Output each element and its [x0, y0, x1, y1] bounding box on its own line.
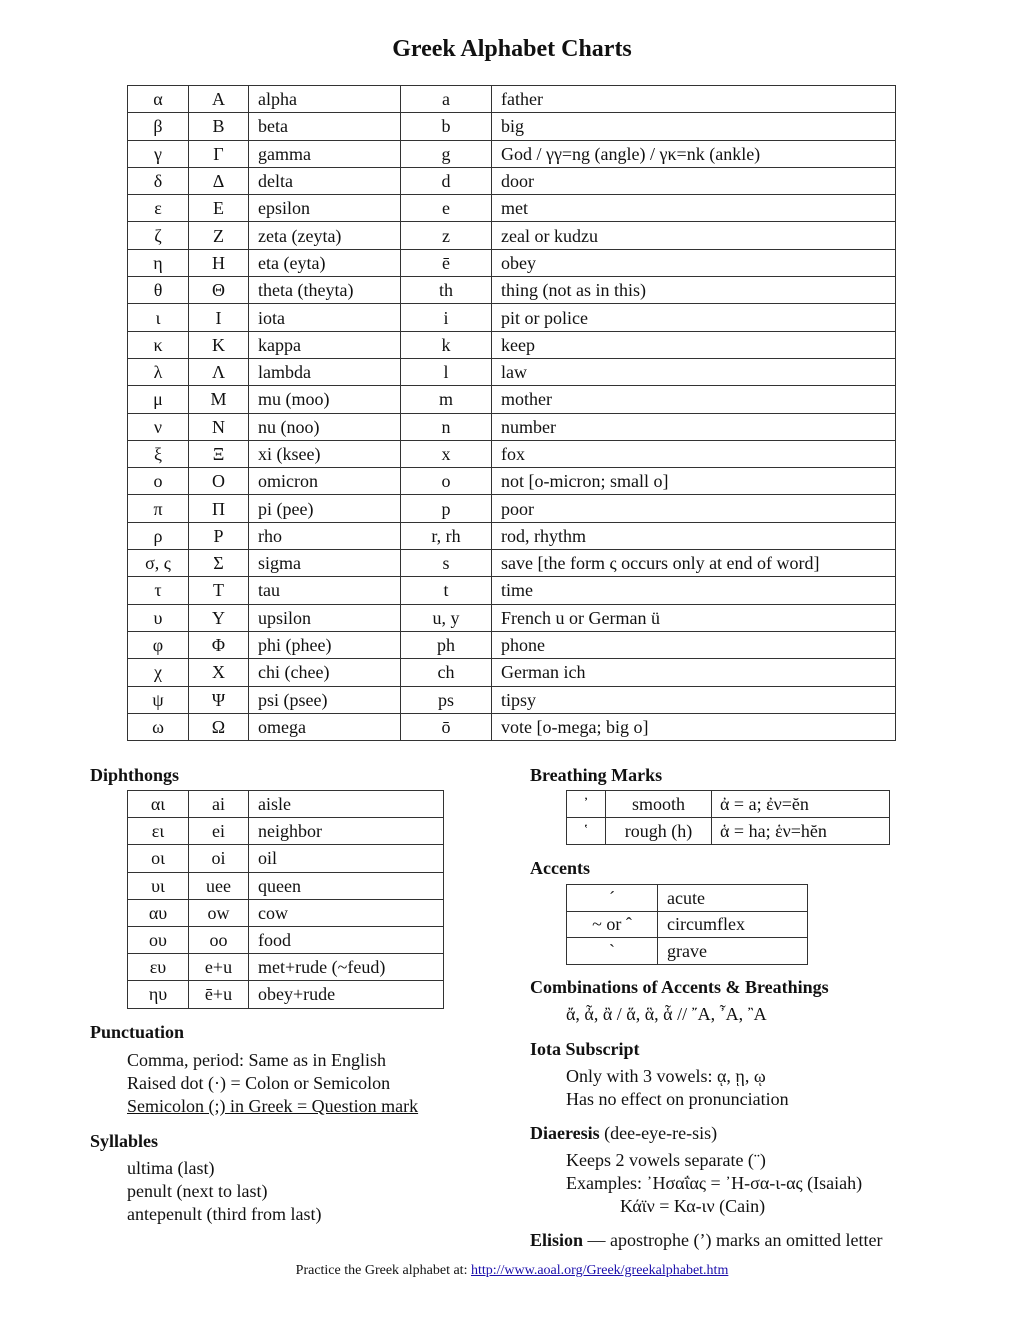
- pronunciation: door: [492, 167, 896, 194]
- lowercase-letter: σ, ς: [128, 550, 189, 577]
- letter-name: omega: [249, 713, 401, 740]
- lowercase-letter: λ: [128, 358, 189, 385]
- iota-line: Has no effect on pronunciation: [566, 1089, 789, 1109]
- table-row: [128, 845, 444, 872]
- table-row: [128, 818, 444, 845]
- table-row: [128, 659, 896, 686]
- elision-row: [530, 1230, 882, 1251]
- pronunciation: law: [492, 358, 896, 385]
- breathing-name: smooth: [606, 791, 712, 818]
- pronunciation: aisle: [249, 791, 444, 818]
- syllables-heading: Syllables: [90, 1131, 159, 1151]
- uppercase-letter: Η: [189, 249, 249, 276]
- punctuation-line: Comma, period: Same as in English: [127, 1050, 386, 1070]
- letter-name: kappa: [249, 331, 401, 358]
- table-row: [128, 304, 896, 331]
- table-row: [128, 195, 896, 222]
- diaeresis-heading: Diaeresis: [530, 1123, 600, 1143]
- pronunciation: vote [o-mega; big o]: [492, 713, 896, 740]
- table-row: [128, 713, 896, 740]
- letter-name: pi (pee): [249, 495, 401, 522]
- table-row: [128, 981, 444, 1008]
- lowercase-letter: γ: [128, 140, 189, 167]
- letter-name: iota: [249, 304, 401, 331]
- letter-name: xi (ksee): [249, 440, 401, 467]
- transliteration: t: [401, 577, 492, 604]
- table-row: [128, 413, 896, 440]
- pronunciation: zeal or kudzu: [492, 222, 896, 249]
- footer-text: Practice the Greek alphabet at:: [295, 1263, 468, 1278]
- diphthong: ου: [128, 926, 189, 953]
- transliteration: ph: [401, 631, 492, 658]
- diaeresis-line: Κάϊν = Κα-ιν (Cain): [620, 1196, 766, 1216]
- breathing-mark: ᾿: [567, 791, 606, 818]
- pronunciation: thing (not as in this): [492, 277, 896, 304]
- pronunciation: rod, rhythm: [492, 522, 896, 549]
- letter-name: omicron: [249, 468, 401, 495]
- footer: [0, 1263, 1024, 1279]
- lowercase-letter: κ: [128, 331, 189, 358]
- pronunciation: number: [492, 413, 896, 440]
- table-row: [128, 468, 896, 495]
- combinations-line: ἄ, ἆ, ἂ / ἅ, ἃ, ἇ // ῎Α, ῏Α, ῍Α: [566, 1004, 767, 1024]
- uppercase-letter: Ε: [189, 195, 249, 222]
- pronunciation: keep: [492, 331, 896, 358]
- lowercase-letter: ο: [128, 468, 189, 495]
- letter-name: nu (noo): [249, 413, 401, 440]
- pronunciation: obey: [492, 249, 896, 276]
- elision-heading: Elision: [530, 1230, 584, 1250]
- syllables-line: ultima (last): [127, 1158, 215, 1178]
- letter-name: upsilon: [249, 604, 401, 631]
- transliteration: n: [401, 413, 492, 440]
- table-row: [128, 167, 896, 194]
- table-row: [128, 926, 444, 953]
- transliteration: i: [401, 304, 492, 331]
- pronunciation: food: [249, 926, 444, 953]
- page-title: Greek Alphabet Charts: [392, 36, 632, 62]
- lowercase-letter: μ: [128, 386, 189, 413]
- uppercase-letter: Δ: [189, 167, 249, 194]
- transliteration: o: [401, 468, 492, 495]
- accent-mark: ~ or ˆ: [567, 911, 658, 938]
- diphthongs-table: [127, 790, 444, 1009]
- accent-name: grave: [658, 938, 808, 965]
- uppercase-letter: Ζ: [189, 222, 249, 249]
- table-row: [128, 522, 896, 549]
- transliteration: ps: [401, 686, 492, 713]
- table-row: [567, 911, 808, 938]
- transliteration: ei: [189, 818, 249, 845]
- uppercase-letter: Ι: [189, 304, 249, 331]
- table-row: [128, 872, 444, 899]
- table-row: [567, 791, 890, 818]
- pronunciation: save [the form ς occurs only at end of word]: [492, 550, 896, 577]
- pronunciation: oil: [249, 845, 444, 872]
- uppercase-letter: Τ: [189, 577, 249, 604]
- table-row: [567, 885, 808, 912]
- lowercase-letter: ξ: [128, 440, 189, 467]
- transliteration: x: [401, 440, 492, 467]
- pronunciation: big: [492, 113, 896, 140]
- diphthong: οι: [128, 845, 189, 872]
- transliteration: oi: [189, 845, 249, 872]
- table-row: [128, 631, 896, 658]
- transliteration: e+u: [189, 954, 249, 981]
- transliteration: a: [401, 86, 492, 113]
- transliteration: e: [401, 195, 492, 222]
- table-row: [128, 440, 896, 467]
- pronunciation: obey+rude: [249, 981, 444, 1008]
- table-row: [128, 954, 444, 981]
- lowercase-letter: η: [128, 249, 189, 276]
- diphthong: υι: [128, 872, 189, 899]
- table-row: [128, 331, 896, 358]
- diaeresis-line: Keeps 2 vowels separate (¨): [566, 1150, 766, 1170]
- letter-name: delta: [249, 167, 401, 194]
- lowercase-letter: ε: [128, 195, 189, 222]
- table-row: [128, 113, 896, 140]
- table-row: [128, 277, 896, 304]
- diphthong: αυ: [128, 899, 189, 926]
- table-row: [128, 686, 896, 713]
- transliteration: ē+u: [189, 981, 249, 1008]
- diaeresis-pronunciation: (dee-eye-re-sis): [604, 1123, 718, 1143]
- breathing-name: rough (h): [606, 818, 712, 845]
- diphthong: αι: [128, 791, 189, 818]
- diaeresis-heading-row: [530, 1123, 717, 1144]
- transliteration: r, rh: [401, 522, 492, 549]
- uppercase-letter: Φ: [189, 631, 249, 658]
- letter-name: chi (chee): [249, 659, 401, 686]
- pronunciation: God / γγ=ng (angle) / γκ=nk (ankle): [492, 140, 896, 167]
- punctuation-heading: Punctuation: [90, 1022, 185, 1042]
- transliteration: z: [401, 222, 492, 249]
- uppercase-letter: Υ: [189, 604, 249, 631]
- uppercase-letter: Ω: [189, 713, 249, 740]
- letter-name: psi (psee): [249, 686, 401, 713]
- lowercase-letter: δ: [128, 167, 189, 194]
- accent-name: circumflex: [658, 911, 808, 938]
- letter-name: lambda: [249, 358, 401, 385]
- letter-name: eta (eyta): [249, 249, 401, 276]
- punctuation-line: Raised dot (·) = Colon or Semicolon: [127, 1073, 391, 1093]
- breathing-heading: Breathing Marks: [530, 765, 663, 785]
- pronunciation: cow: [249, 899, 444, 926]
- breathing-example: ἀ = a; ἐν=ĕn: [712, 791, 890, 818]
- uppercase-letter: Ν: [189, 413, 249, 440]
- diphthong: ει: [128, 818, 189, 845]
- uppercase-letter: Μ: [189, 386, 249, 413]
- accents-table: [566, 884, 808, 965]
- transliteration: th: [401, 277, 492, 304]
- lowercase-letter: ψ: [128, 686, 189, 713]
- pronunciation: fox: [492, 440, 896, 467]
- iota-heading: Iota Subscript: [530, 1039, 640, 1059]
- letter-name: mu (moo): [249, 386, 401, 413]
- letter-name: beta: [249, 113, 401, 140]
- lowercase-letter: θ: [128, 277, 189, 304]
- uppercase-letter: Χ: [189, 659, 249, 686]
- lowercase-letter: ι: [128, 304, 189, 331]
- table-row: [128, 222, 896, 249]
- syllables-line: antepenult (third from last): [127, 1204, 322, 1224]
- letter-name: rho: [249, 522, 401, 549]
- transliteration: uee: [189, 872, 249, 899]
- diphthongs-heading: Diphthongs: [90, 765, 180, 785]
- letter-name: epsilon: [249, 195, 401, 222]
- accent-name: acute: [658, 885, 808, 912]
- pronunciation: met: [492, 195, 896, 222]
- breathing-example: ἁ = ha; ἑν=hĕn: [712, 818, 890, 845]
- pronunciation: phone: [492, 631, 896, 658]
- alphabet-table: [127, 85, 896, 741]
- transliteration: u, y: [401, 604, 492, 631]
- uppercase-letter: Κ: [189, 331, 249, 358]
- letter-name: zeta (zeyta): [249, 222, 401, 249]
- pronunciation: father: [492, 86, 896, 113]
- lowercase-letter: π: [128, 495, 189, 522]
- letter-name: phi (phee): [249, 631, 401, 658]
- combinations-heading: Combinations of Accents & Breathings: [530, 977, 829, 997]
- diphthong: ευ: [128, 954, 189, 981]
- table-row: [567, 938, 808, 965]
- uppercase-letter: Β: [189, 113, 249, 140]
- uppercase-letter: Α: [189, 86, 249, 113]
- lowercase-letter: τ: [128, 577, 189, 604]
- table-row: [128, 386, 896, 413]
- table-row: [128, 249, 896, 276]
- breathing-mark: ῾: [567, 818, 606, 845]
- uppercase-letter: Ρ: [189, 522, 249, 549]
- uppercase-letter: Ξ: [189, 440, 249, 467]
- uppercase-letter: Λ: [189, 358, 249, 385]
- transliteration: ai: [189, 791, 249, 818]
- transliteration: s: [401, 550, 492, 577]
- transliteration: d: [401, 167, 492, 194]
- lowercase-letter: ρ: [128, 522, 189, 549]
- footer-link[interactable]: http://www.aoal.org/Greek/greekalphabet.htm: [470, 1263, 729, 1278]
- letter-name: gamma: [249, 140, 401, 167]
- transliteration: l: [401, 358, 492, 385]
- pronunciation: tipsy: [492, 686, 896, 713]
- transliteration: ō: [401, 713, 492, 740]
- uppercase-letter: Π: [189, 495, 249, 522]
- pronunciation: German ich: [492, 659, 896, 686]
- transliteration: b: [401, 113, 492, 140]
- table-row: [128, 550, 896, 577]
- table-row: [128, 577, 896, 604]
- diaeresis-line: Examples: ᾿Ησαΐας = ᾿Η-σα-ι-ας (Isaiah): [566, 1173, 863, 1193]
- uppercase-letter: Ο: [189, 468, 249, 495]
- transliteration: ow: [189, 899, 249, 926]
- transliteration: ē: [401, 249, 492, 276]
- table-row: [567, 818, 890, 845]
- pronunciation: French u or German ü: [492, 604, 896, 631]
- uppercase-letter: Ψ: [189, 686, 249, 713]
- transliteration: oo: [189, 926, 249, 953]
- lowercase-letter: ζ: [128, 222, 189, 249]
- lowercase-letter: φ: [128, 631, 189, 658]
- transliteration: k: [401, 331, 492, 358]
- lowercase-letter: α: [128, 86, 189, 113]
- transliteration: p: [401, 495, 492, 522]
- lowercase-letter: β: [128, 113, 189, 140]
- lowercase-letter: υ: [128, 604, 189, 631]
- transliteration: g: [401, 140, 492, 167]
- uppercase-letter: Σ: [189, 550, 249, 577]
- diphthong: ηυ: [128, 981, 189, 1008]
- table-row: [128, 495, 896, 522]
- accent-mark: `: [567, 938, 658, 965]
- pronunciation: neighbor: [249, 818, 444, 845]
- letter-name: theta (theyta): [249, 277, 401, 304]
- transliteration: m: [401, 386, 492, 413]
- letter-name: alpha: [249, 86, 401, 113]
- pronunciation: poor: [492, 495, 896, 522]
- lowercase-letter: ν: [128, 413, 189, 440]
- punctuation-line: Semicolon (;) in Greek = Question mark: [127, 1096, 419, 1116]
- table-row: [128, 604, 896, 631]
- accents-heading: Accents: [530, 858, 590, 878]
- pronunciation: queen: [249, 872, 444, 899]
- iota-line: Only with 3 vowels: ᾳ, ῃ, ῳ: [566, 1066, 766, 1086]
- table-row: [128, 899, 444, 926]
- letter-name: tau: [249, 577, 401, 604]
- transliteration: ch: [401, 659, 492, 686]
- pronunciation: pit or police: [492, 304, 896, 331]
- letter-name: sigma: [249, 550, 401, 577]
- accent-mark: ´: [567, 885, 658, 912]
- table-row: [128, 791, 444, 818]
- lowercase-letter: ω: [128, 713, 189, 740]
- uppercase-letter: Γ: [189, 140, 249, 167]
- pronunciation: not [o-micron; small o]: [492, 468, 896, 495]
- pronunciation: mother: [492, 386, 896, 413]
- uppercase-letter: Θ: [189, 277, 249, 304]
- pronunciation: time: [492, 577, 896, 604]
- lowercase-letter: χ: [128, 659, 189, 686]
- table-row: [128, 86, 896, 113]
- elision-text: — apostrophe (’) marks an omitted letter: [587, 1230, 883, 1250]
- pronunciation: met+rude (~feud): [249, 954, 444, 981]
- table-row: [128, 140, 896, 167]
- syllables-line: penult (next to last): [127, 1181, 268, 1201]
- breathing-table: [566, 790, 890, 845]
- table-row: [128, 358, 896, 385]
